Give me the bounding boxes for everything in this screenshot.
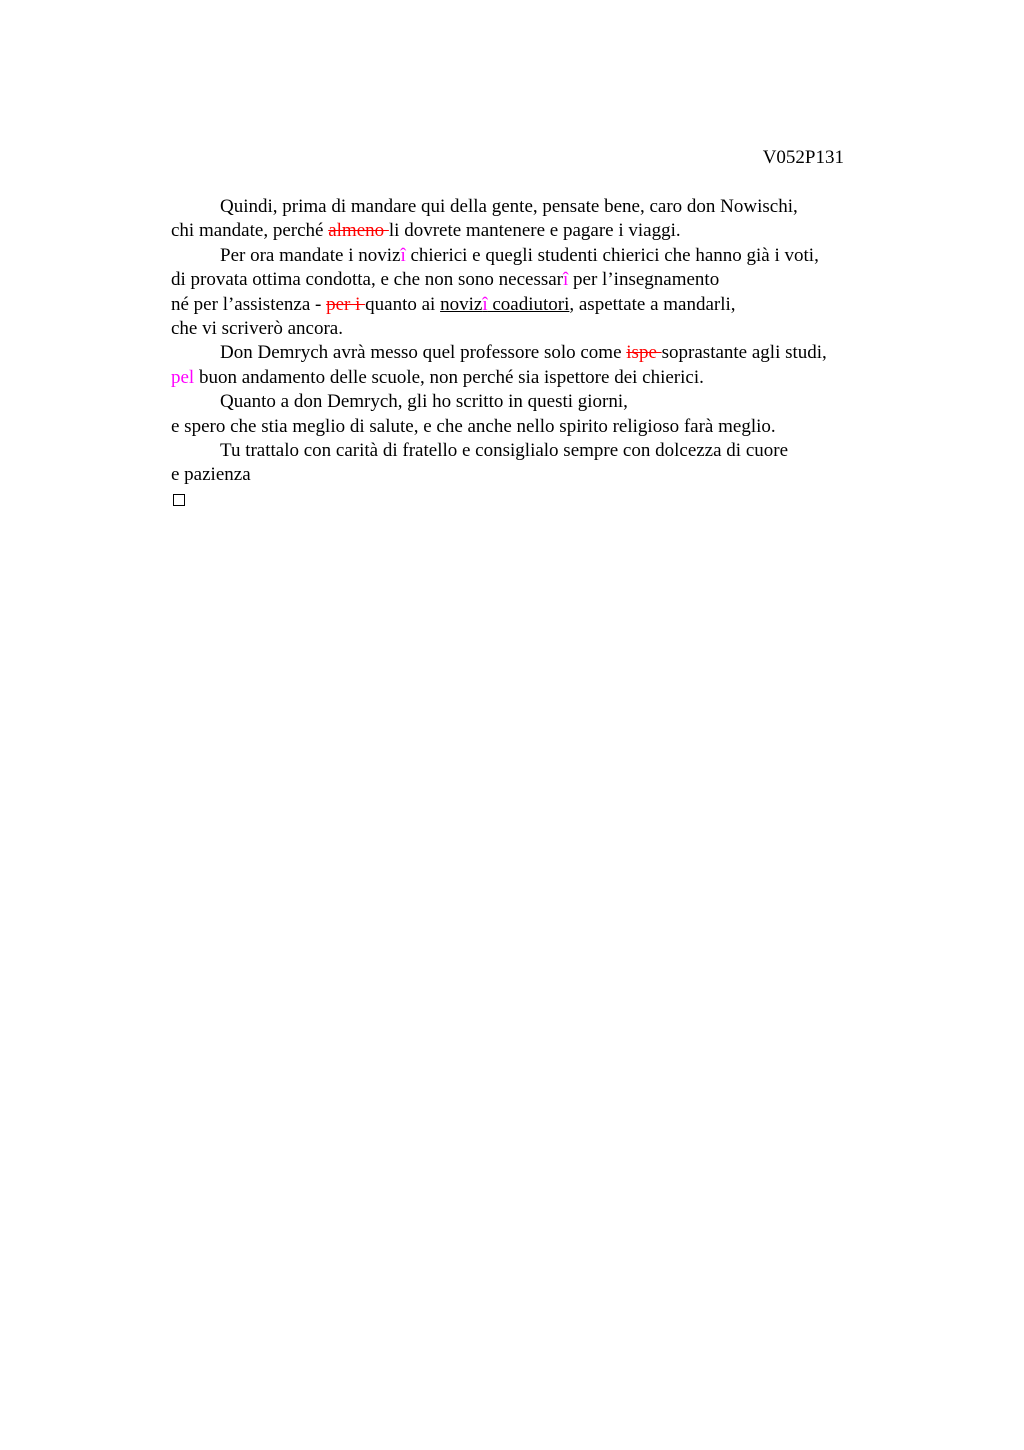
line-text: e spero che stia meglio di salute, e che anche nello spirito religioso farà meglio.	[171, 415, 776, 437]
underlined-phrase	[440, 294, 569, 315]
line-text: di provata ottima condotta, e che non sono necessar	[171, 269, 564, 291]
text-line-2	[171, 219, 891, 243]
text-line-6	[171, 317, 891, 341]
line-text: Quindi, prima di mandare qui della gente, pensate bene, caro don Nowischi,	[220, 196, 798, 217]
line-text: , aspettate a mandarli,	[569, 293, 736, 315]
inserted-text: pel	[171, 366, 195, 388]
text-line-4	[171, 268, 891, 292]
text-line-11	[171, 439, 891, 463]
letter-body	[171, 195, 891, 512]
deleted-text: almeno	[328, 220, 389, 242]
line-text: li dovrete mantenere e pagare i viaggi.	[388, 220, 681, 242]
page-identifier: V052P131	[762, 147, 844, 168]
text-line-12	[171, 463, 891, 487]
line-text: Quanto a don Demrych, gli ho scritto in questi giorni,	[220, 391, 628, 413]
line-text: che vi scriverò ancora.	[171, 317, 343, 339]
line-text: e pazienza	[171, 464, 251, 486]
inserted-text: î	[563, 269, 569, 291]
line-text: buon andamento delle scuole, non perché sia ispettore dei chierici.	[194, 366, 704, 388]
text-line-10	[171, 415, 891, 439]
text-line-1	[171, 195, 891, 219]
text-line-5	[171, 293, 891, 317]
line-text: Tu trattalo con carità di fratello e consiglialo sempre con dolcezza di cuore	[220, 439, 789, 461]
inserted-text: î	[482, 293, 488, 315]
line-text: quanto ai	[365, 293, 441, 315]
deleted-text: per i	[326, 293, 366, 315]
line-text: soprastante agli studi,	[661, 342, 827, 364]
text-line-8	[171, 366, 891, 390]
line-text: Per ora mandate i noviz	[220, 244, 401, 266]
text-line-end	[171, 488, 891, 512]
line-text: Don Demrych avrà messo quel professore solo come	[220, 342, 627, 364]
line-text: per l’insegnamento	[568, 269, 720, 291]
inserted-text: î	[400, 244, 406, 266]
deleted-text: ispe	[626, 342, 662, 364]
text-line-7	[171, 341, 891, 365]
line-text: né per l’assistenza -	[171, 293, 327, 315]
underlined-text: noviz	[440, 293, 483, 315]
line-text: chi mandate, perché	[171, 220, 329, 242]
underlined-text: coadiutori	[487, 293, 570, 315]
line-text: chierici e quegli studenti chierici che hanno già i voti,	[405, 244, 819, 266]
text-line-9	[171, 390, 891, 414]
empty-square-icon	[173, 494, 185, 506]
text-line-3	[171, 244, 891, 268]
